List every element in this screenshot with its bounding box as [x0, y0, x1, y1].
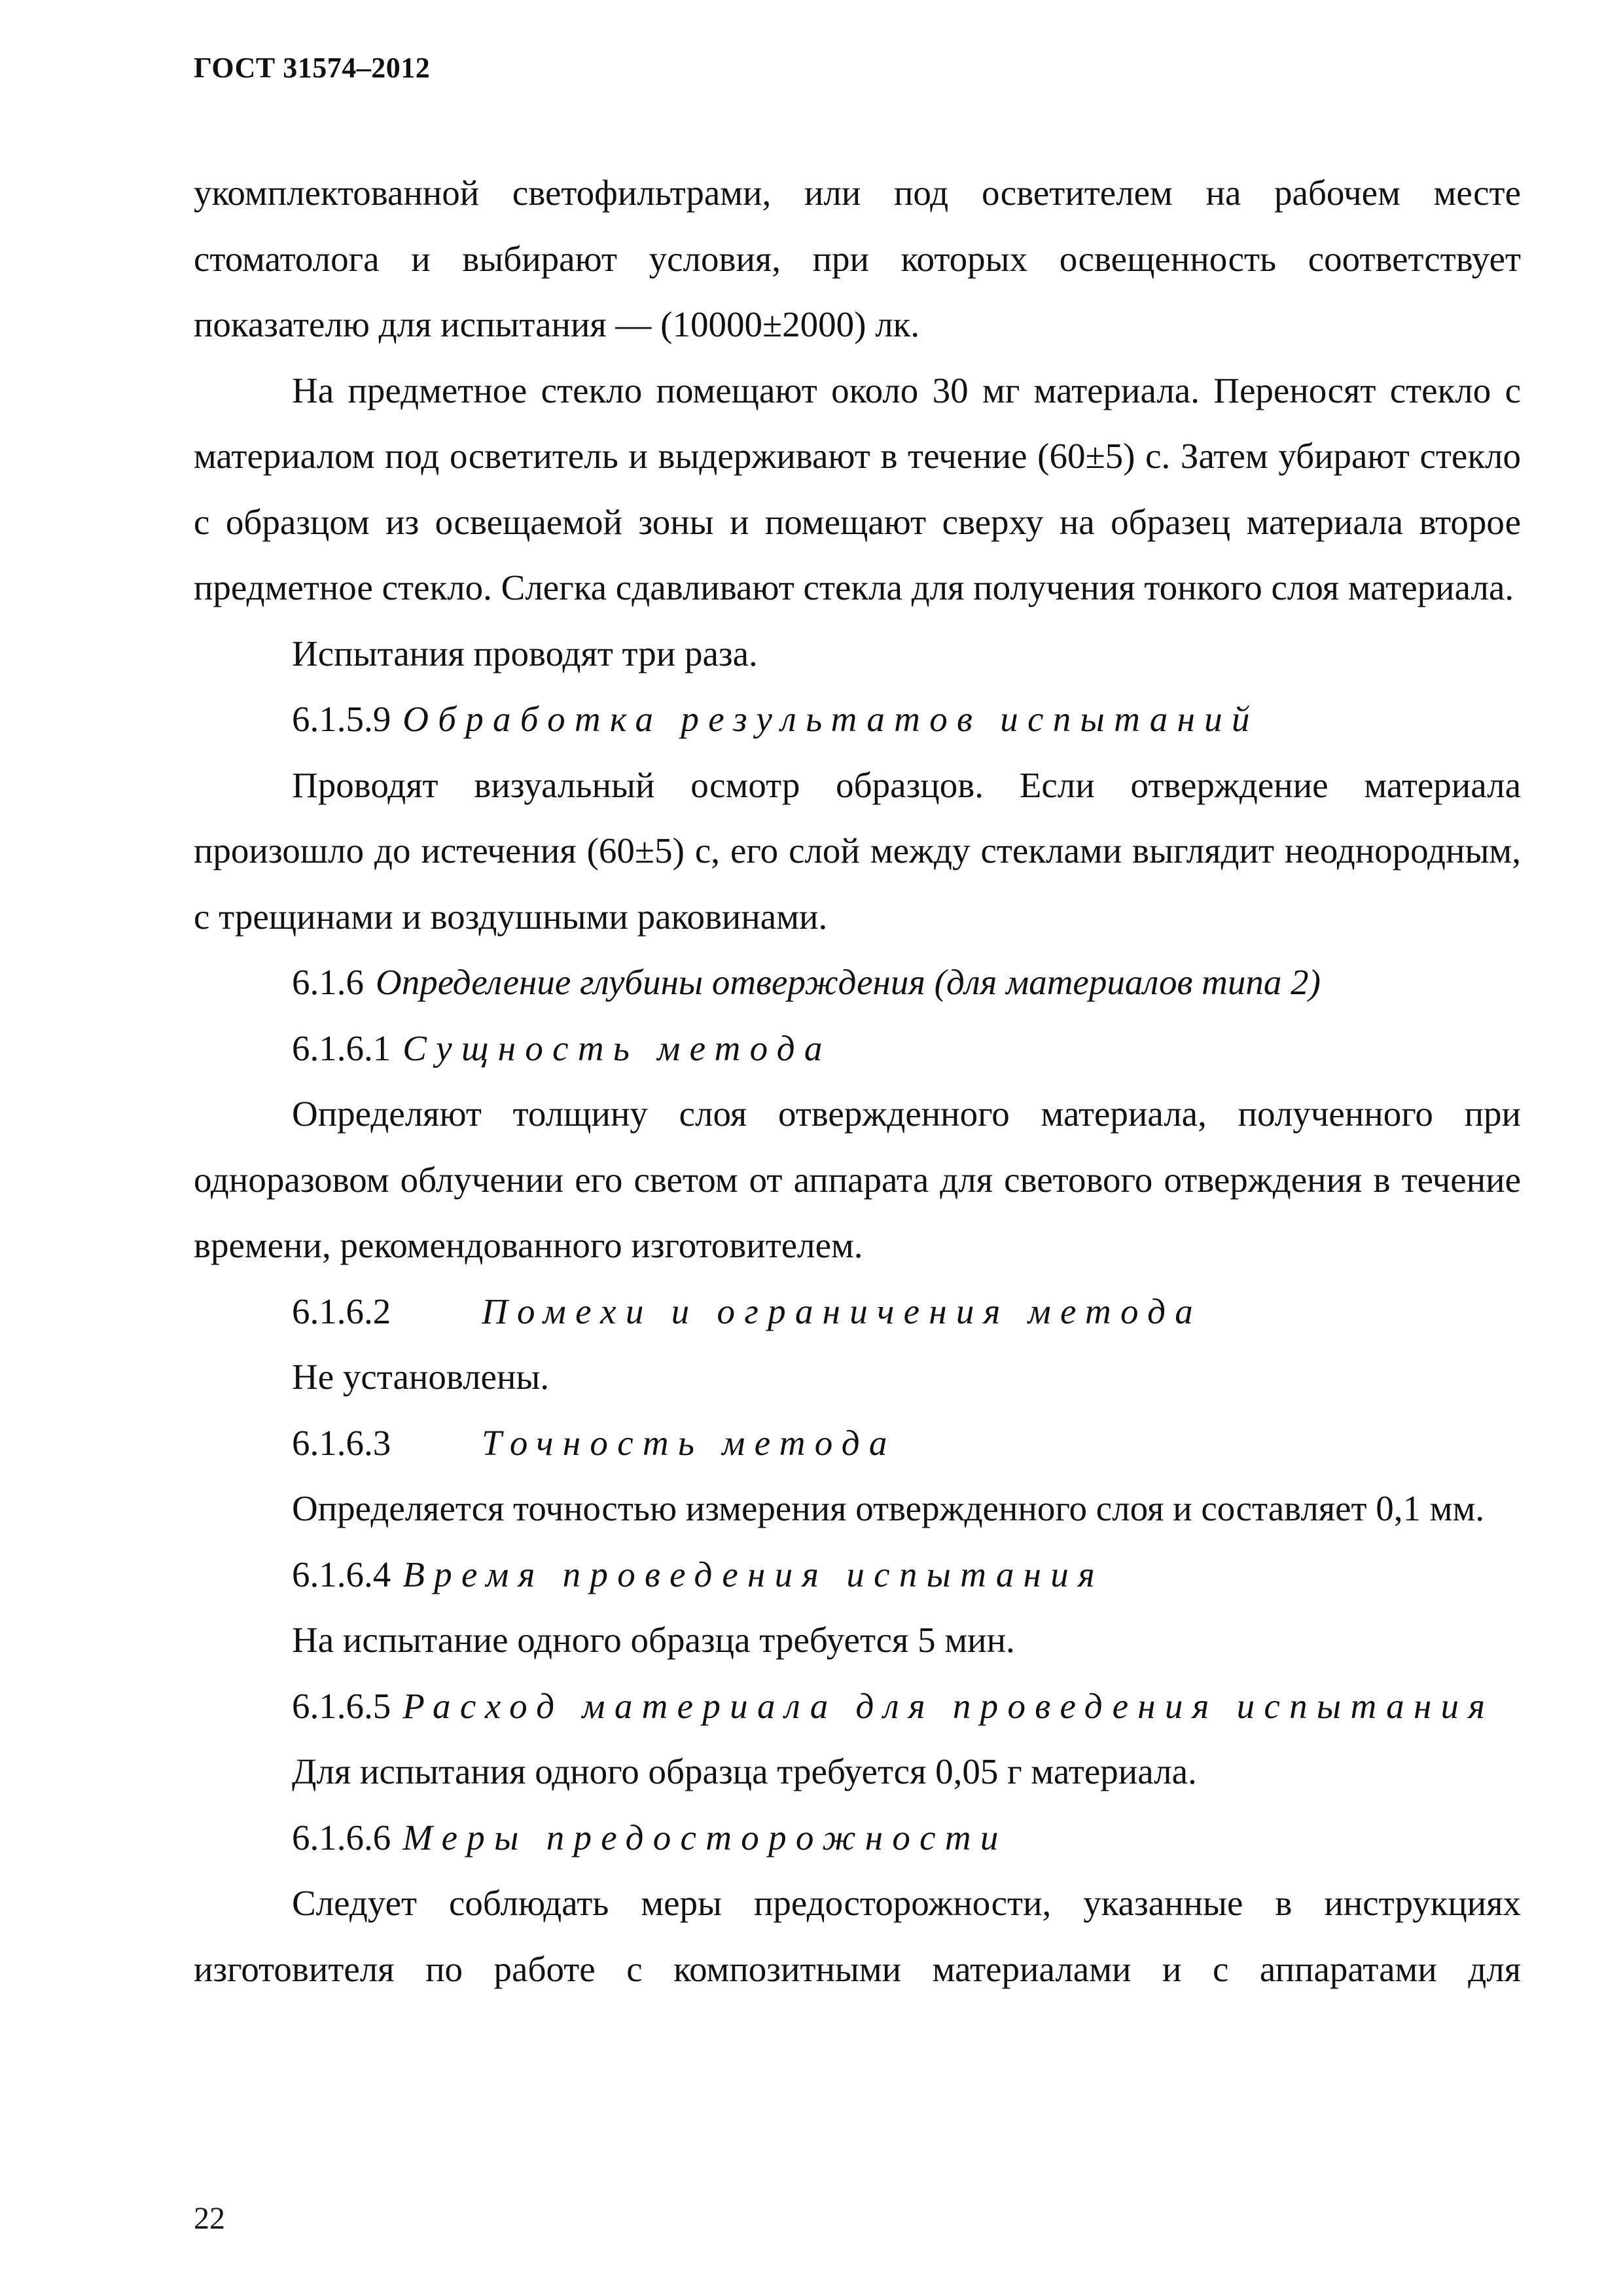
- section-title: Сущность метода: [402, 1028, 832, 1068]
- paragraph-precautions: Следует соблюдать меры предосторожности, указанные в инструкциях изготовителя по работе с композитными материалами и с аппаратами для: [194, 1883, 1521, 1989]
- section-number: 6.1.6.5: [292, 1685, 391, 1726]
- paragraph-test-time: На испытание одного образца требуется 5 мин.: [292, 1620, 1015, 1660]
- section-title: Определение глубины отверждения (для материалов типа 2): [376, 962, 1321, 1002]
- section-title: Точность метода: [482, 1422, 897, 1463]
- paragraph-results-processing: Проводят визуальный осмотр образцов. Если отверждение материала произошло до истечения (60±5) с, его слой между стеклами выглядит неоднородным, с трещинами и воздушными раковинами.: [194, 764, 1521, 937]
- section-heading-6163: [194, 1410, 1521, 1477]
- section-title: Время проведения испытания: [402, 1554, 1104, 1594]
- section-number: 6.1.5.9: [292, 699, 391, 739]
- page-body: [194, 160, 1521, 2002]
- section-title: Расход материала для проведения испытания: [402, 1685, 1495, 1726]
- section-number: 6.1.6.2: [292, 1291, 391, 1331]
- document-header: ГОСТ 31574–2012: [194, 52, 431, 84]
- paragraph-not-established: Не установлены.: [292, 1357, 550, 1397]
- section-title: Меры предосторожности: [402, 1817, 1008, 1857]
- paragraph-sample-preparation: На предметное стекло помещают около 30 мг материала. Переносят стекло с материалом под осветитель и выдерживают в течение (60±5) с. Затем убирают стекло с образцом из освещаемой зоны и помещают сверху на образец материала второе предметное стекло. Слегка сдавливают стекла для получения тонкого слоя материала.: [194, 370, 1521, 607]
- page-number: 22: [194, 2201, 225, 2236]
- section-heading-6166: [194, 1805, 1521, 1871]
- section-title: Помехи и ограничения метода: [482, 1291, 1203, 1331]
- section-heading-6162: [194, 1279, 1521, 1345]
- section-heading-616: [194, 950, 1521, 1016]
- paragraph-repetitions: Испытания проводят три раза.: [292, 633, 758, 673]
- section-heading-6161: [194, 1016, 1521, 1082]
- paragraph-method-essence: Определяют толщину слоя отвержденного материала, полученного при одноразовом облучении его светом от аппарата для светового отверждения в течение времени, рекомендованного изготовителем.: [194, 1094, 1521, 1265]
- section-number: 6.1.6.1: [292, 1028, 391, 1068]
- paragraph-accuracy: Определяется точностью измерения отвержденного слоя и составляет 0,1 мм.: [292, 1488, 1485, 1528]
- paragraph-material-consumption: Для испытания одного образца требуется 0,05 г материала.: [292, 1751, 1197, 1791]
- section-number: 6.1.6: [292, 962, 364, 1002]
- section-heading-6165: [194, 1674, 1521, 1740]
- section-number: 6.1.6.3: [292, 1422, 391, 1463]
- paragraph-continuation: укомплектованной светофильтрами, или под осветителем на рабочем месте стоматолога и выбирают условия, при которых освещенность соответствует показателю для испытания — (10000±2000) лк.: [194, 173, 1521, 344]
- section-heading-6159: [194, 687, 1521, 753]
- section-title: Обработка результатов испытаний: [402, 699, 1259, 739]
- section-number: 6.1.6.6: [292, 1817, 391, 1857]
- section-heading-6164: [194, 1542, 1521, 1608]
- section-number: 6.1.6.4: [292, 1554, 391, 1594]
